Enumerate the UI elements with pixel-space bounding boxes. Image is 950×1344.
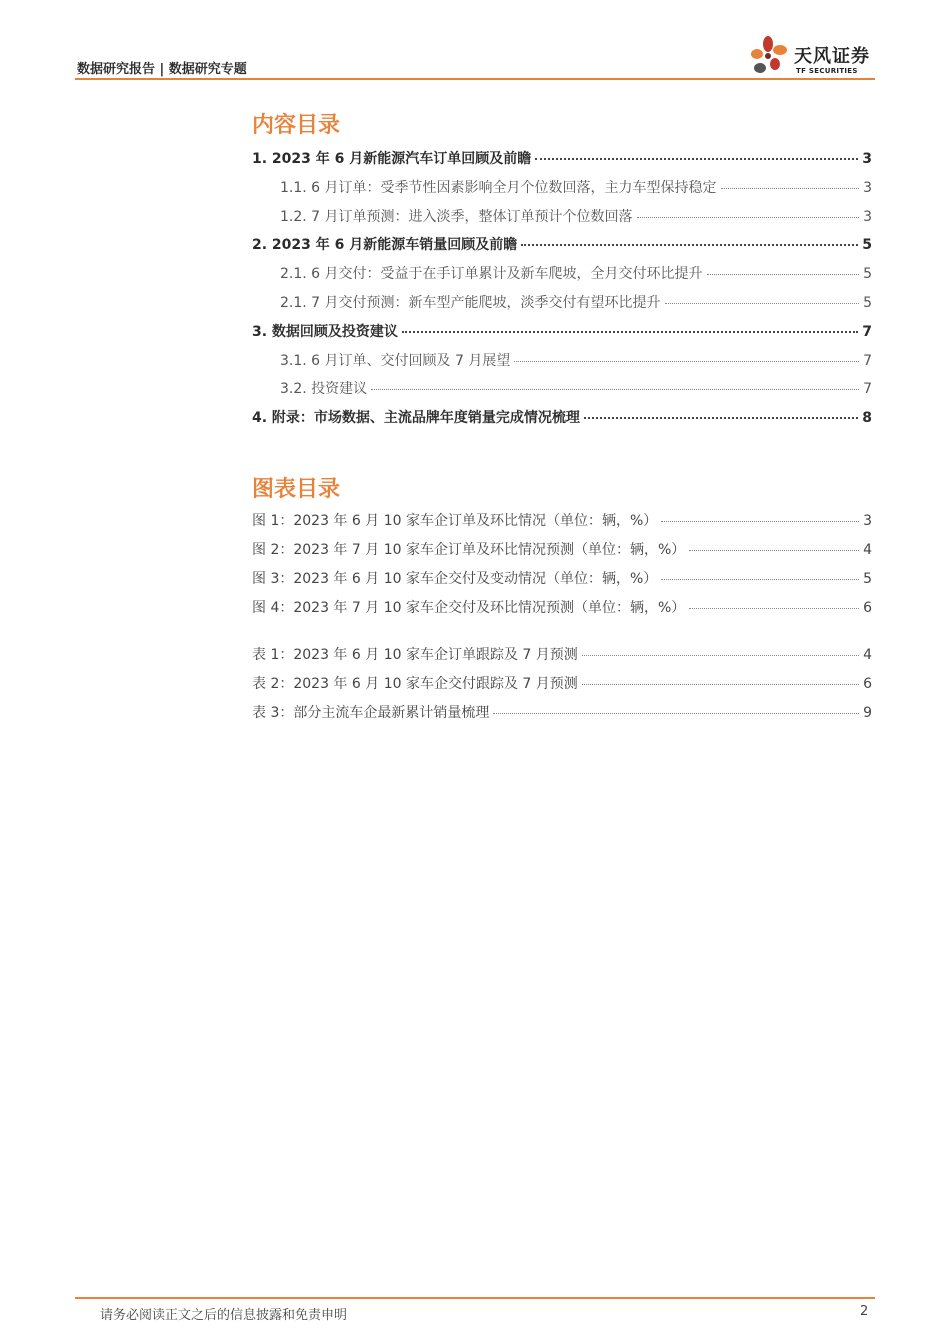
footer-disclaimer: 请务必阅读正文之后的信息披露和免责申明 [100, 1308, 348, 1323]
toc-entry-label: 2.1. 6 月交付：受益于在手订单累计及新车爬坡，全月交付环比提升 [280, 266, 703, 283]
dot-leader [493, 713, 859, 714]
toc-entry[interactable] [280, 378, 872, 400]
dot-leader [402, 331, 858, 333]
toc-entry-page: 4 [863, 647, 872, 663]
dot-leader [535, 158, 858, 160]
dot-leader [371, 389, 859, 390]
toc-entry-page: 7 [862, 323, 872, 340]
toc-entry-label: 4. 附录：市场数据、主流品牌年度销量完成情况梳理 [252, 410, 580, 427]
page-number: 2 [860, 1304, 869, 1319]
toc-entry-label: 1.1. 6 月订单：受季节性因素影响全月个位数回落，主力车型保持稳定 [280, 179, 717, 196]
toc-entry-label: 表 1：2023 年 6 月 10 家车企订单跟踪及 7 月预测 [252, 647, 578, 663]
toc-entry-label: 1. 2023 年 6 月新能源汽车订单回顾及前瞻 [252, 151, 532, 167]
toc-entry-page: 5 [863, 266, 872, 283]
tf-securities-logo [748, 34, 878, 80]
toc-entry-page: 7 [863, 352, 872, 369]
toc-entry-page: 9 [863, 705, 872, 721]
flower-logo-icon [748, 34, 794, 80]
toc-entry-label: 2. 2023 年 6 月新能源车销量回顾及前瞻 [252, 237, 518, 254]
dot-leader [721, 188, 860, 189]
toc-entry-page: 6 [863, 676, 872, 692]
dot-leader [582, 684, 859, 685]
dot-leader [707, 274, 860, 275]
dot-leader [661, 579, 859, 580]
dot-leader [521, 244, 858, 246]
toc-entry-label: 3.2. 投资建议 [280, 381, 368, 398]
toc-entry[interactable] [280, 177, 872, 199]
toc-entry-page: 3 [863, 179, 872, 196]
toc-entry[interactable] [252, 702, 872, 724]
toc-entry[interactable] [280, 292, 872, 314]
toc-entry-page: 8 [862, 410, 872, 427]
toc-entry-page: 5 [863, 295, 872, 311]
toc-entry-page: 3 [862, 151, 872, 167]
dot-leader [637, 217, 860, 218]
toc-entry-label: 3.1. 6 月订单、交付回顾及 7 月展望 [280, 352, 511, 369]
toc-entry-page: 6 [863, 600, 872, 616]
dot-leader [584, 417, 858, 419]
report-category: 数据研究报告 | 数据研究专题 [77, 62, 247, 77]
toc-entry[interactable] [280, 206, 872, 228]
toc-entry[interactable] [252, 568, 872, 590]
logo-subtext: TF SECURITIES [796, 67, 858, 75]
dot-leader [661, 521, 859, 522]
toc-entry-label: 图 2：2023 年 7 月 10 家车企订单及环比情况预测（单位：辆，%） [252, 542, 686, 558]
toc-entry-label: 1.2. 7 月订单预测：进入淡季，整体订单预计个位数回落 [280, 208, 633, 225]
toc-entry-page: 5 [862, 237, 872, 254]
toc-entry[interactable] [252, 644, 872, 666]
figures-title: 图表目录 [252, 477, 341, 502]
dot-leader [689, 550, 859, 551]
header-divider [75, 78, 875, 80]
dot-leader [665, 303, 860, 304]
toc-entry-label: 图 3：2023 年 6 月 10 家车企交付及变动情况（单位：辆，%） [252, 571, 658, 587]
toc-entry-label: 表 2：2023 年 6 月 10 家车企交付跟踪及 7 月预测 [252, 676, 578, 692]
toc-entry-label: 2.1. 7 月交付预测：新车型产能爬坡，淡季交付有望环比提升 [280, 295, 661, 311]
toc-entry[interactable] [252, 321, 872, 343]
toc-entry-page: 5 [863, 571, 872, 587]
dot-leader [582, 655, 859, 656]
toc-entry[interactable] [252, 510, 872, 532]
toc-entry[interactable] [252, 539, 872, 561]
toc-entry[interactable] [280, 350, 872, 372]
toc-entry-page: 4 [863, 542, 872, 558]
toc-entry[interactable] [252, 407, 872, 429]
toc-entry-label: 图 1：2023 年 6 月 10 家车企订单及环比情况（单位：辆，%） [252, 513, 658, 529]
toc-entry-label: 3. 数据回顾及投资建议 [252, 323, 398, 340]
footer-divider [75, 1297, 875, 1299]
dot-leader [514, 361, 859, 362]
toc-entry-page: 3 [863, 513, 872, 529]
dot-leader [689, 608, 859, 609]
toc-entry-label: 图 4：2023 年 7 月 10 家车企交付及环比情况预测（单位：辆，%） [252, 600, 686, 616]
toc-entry[interactable] [252, 234, 872, 256]
toc-entry[interactable] [252, 597, 872, 619]
toc-entry[interactable] [252, 673, 872, 695]
toc-entry-label: 表 3：部分主流车企最新累计销量梳理 [252, 705, 490, 721]
logo-text: 天风证券 [794, 46, 870, 67]
toc-entry-page: 7 [863, 381, 872, 398]
toc-entry[interactable] [280, 263, 872, 285]
toc-entry[interactable] [252, 148, 872, 170]
toc-entry-page: 3 [863, 208, 872, 225]
contents-title: 内容目录 [252, 113, 341, 138]
